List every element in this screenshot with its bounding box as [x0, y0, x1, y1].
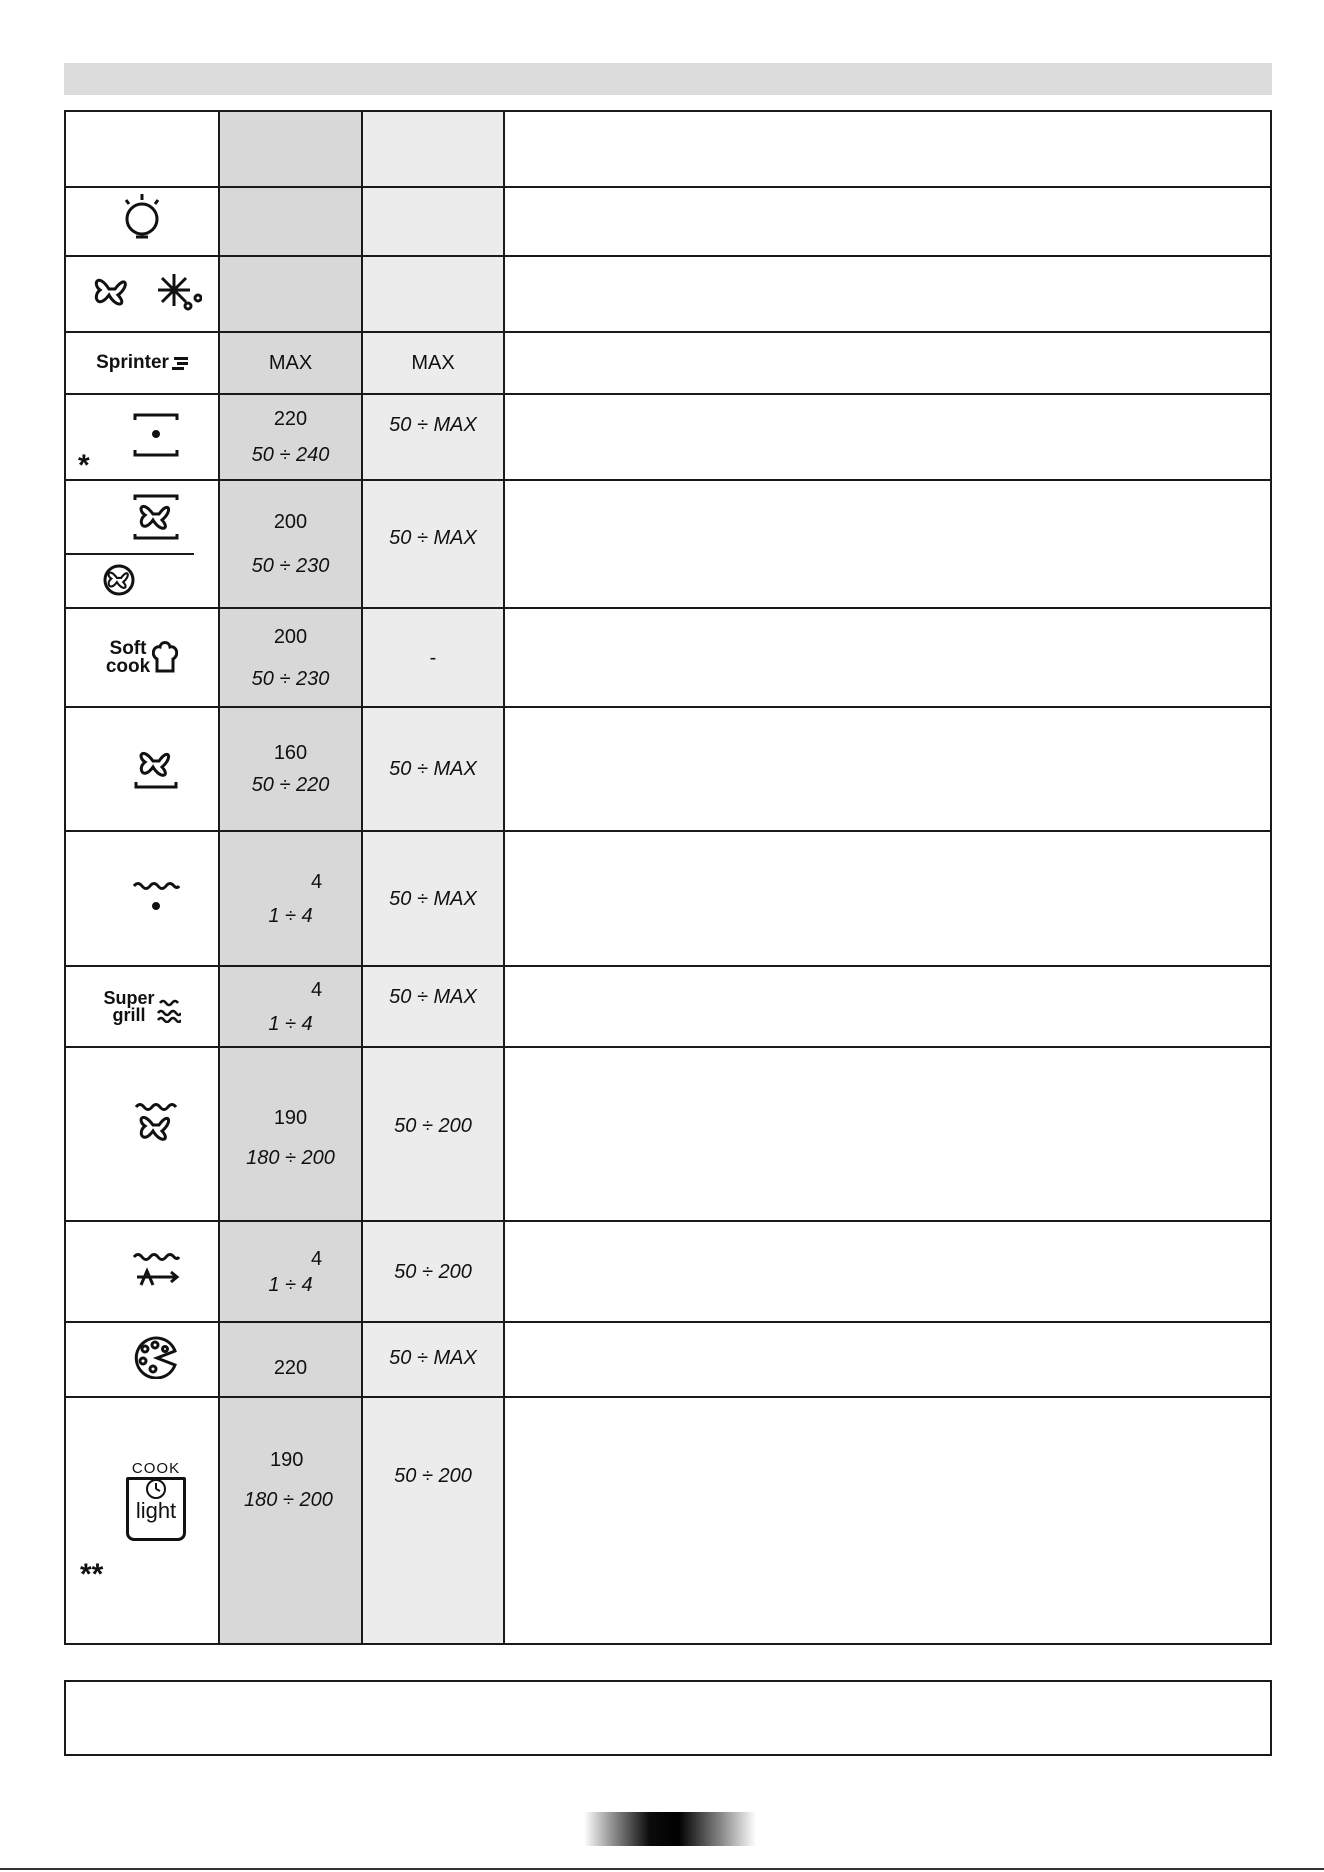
function-icon-cell	[65, 831, 219, 966]
cook-light-label-bottom: light	[135, 1498, 177, 1523]
table-row	[65, 1322, 1271, 1397]
fan-icon	[102, 563, 136, 597]
function-icon-cell	[65, 1397, 219, 1644]
second-setting-cell	[362, 256, 504, 332]
description-cell	[504, 394, 1271, 480]
description-cell	[504, 1322, 1271, 1397]
table-row	[65, 1221, 1271, 1322]
function-icon-cell	[65, 332, 219, 394]
second-setting-cell	[362, 187, 504, 256]
temperature-cell	[219, 1397, 362, 1644]
table-row	[65, 256, 1271, 332]
temperature-cell	[219, 256, 362, 332]
super-grill-label-top: Super	[103, 988, 155, 1009]
function-icon-cell	[65, 394, 219, 480]
temperature-cell	[219, 1047, 362, 1221]
second-setting-cell	[362, 831, 504, 966]
second-setting-cell	[362, 332, 504, 394]
table-row	[65, 332, 1271, 394]
temperature-range: 50 ÷ 240	[251, 444, 330, 466]
soft-cook-icon	[105, 638, 178, 677]
description-cell	[504, 111, 1271, 187]
second-setting-cell	[362, 1047, 504, 1221]
function-icon-cell	[65, 1322, 219, 1397]
second-setting-range: 50 ÷ MAX	[389, 1346, 477, 1369]
second-setting-cell	[362, 1322, 504, 1397]
temperature-range: 50 ÷ 220	[251, 774, 330, 796]
rotisserie-grill-icon	[131, 1249, 181, 1289]
function-icon-cell	[65, 707, 219, 831]
function-icon-cell	[65, 966, 219, 1047]
second-setting-range: 50 ÷ MAX	[389, 527, 477, 549]
temperature-value: 200	[273, 511, 308, 533]
temperature-range: 1 ÷ 4	[268, 1012, 313, 1035]
sprinter-label: Sprinter	[96, 352, 169, 373]
temperature-cell	[219, 394, 362, 480]
table-row	[65, 707, 1271, 831]
footnote-mark-double: **	[80, 1558, 104, 1591]
fan-defrost-icon	[82, 267, 202, 317]
table-row	[65, 1397, 1271, 1644]
temperature-value: 4	[310, 1247, 323, 1270]
header-band	[64, 63, 1272, 95]
grill-icon	[131, 876, 181, 916]
temperature-value: 200	[273, 625, 308, 648]
second-setting-cell	[362, 1221, 504, 1322]
description-cell	[504, 1397, 1271, 1644]
bottom-rule	[0, 1868, 1324, 1870]
function-icon-cell	[65, 111, 219, 187]
temperature-value: 190	[273, 1107, 308, 1129]
footnote-mark-single: *	[78, 449, 90, 482]
second-setting-range: 50 ÷ MAX	[389, 985, 477, 1008]
second-setting-cell	[362, 480, 504, 608]
super-grill-icon	[103, 988, 180, 1025]
second-setting-range: 50 ÷ 200	[394, 1465, 472, 1487]
soft-cook-label-top: Soft	[109, 638, 147, 660]
temperature-range: 1 ÷ 4	[268, 1273, 313, 1296]
second-setting-value: MAX	[411, 352, 455, 374]
temperature-cell	[219, 1221, 362, 1322]
temperature-value: MAX	[268, 352, 313, 374]
temperature-cell	[219, 187, 362, 256]
temperature-range: 50 ÷ 230	[251, 667, 330, 690]
second-setting-cell	[362, 707, 504, 831]
temperature-cell	[219, 831, 362, 966]
temperature-value: 4	[310, 870, 323, 893]
temperature-cell	[219, 1322, 362, 1397]
description-cell	[504, 608, 1271, 707]
second-setting-range: 50 ÷ MAX	[389, 758, 477, 780]
table-row	[65, 608, 1271, 707]
description-cell	[504, 1047, 1271, 1221]
temperature-cell	[219, 480, 362, 608]
super-grill-label-bottom: grill	[112, 1004, 146, 1025]
function-icon-cell	[65, 1221, 219, 1322]
temperature-cell	[219, 707, 362, 831]
second-setting-range: 50 ÷ MAX	[389, 887, 477, 910]
conventional-heating-icon	[131, 410, 181, 460]
table-row	[65, 831, 1271, 966]
table-row	[65, 480, 1271, 608]
temperature-value: 160	[273, 742, 308, 764]
function-icon-cell	[65, 1047, 219, 1221]
soft-cook-label-bottom: cook	[105, 655, 151, 677]
second-setting-range: 50 ÷ 200	[394, 1115, 472, 1137]
table-row	[65, 966, 1271, 1047]
second-setting-cell	[362, 608, 504, 707]
temperature-range: 180 ÷ 200	[244, 1489, 333, 1511]
pizza-icon	[131, 1335, 181, 1379]
temperature-range: 180 ÷ 200	[246, 1147, 335, 1169]
temperature-cell	[219, 608, 362, 707]
table-row	[65, 187, 1271, 256]
oven-lamp-icon	[119, 192, 165, 246]
second-setting-cell	[362, 111, 504, 187]
function-icon-cell	[65, 608, 219, 707]
second-setting-range: 50 ÷ 200	[394, 1260, 472, 1283]
description-cell	[504, 480, 1271, 608]
function-icon-cell	[65, 187, 219, 256]
table-row	[65, 111, 1271, 187]
temperature-range: 50 ÷ 230	[251, 555, 330, 577]
temperature-cell	[219, 332, 362, 394]
function-icon-cell	[65, 256, 219, 332]
temperature-value: 220	[273, 408, 308, 430]
temperature-value: 190	[270, 1449, 304, 1471]
fan-bottom-icon	[133, 744, 179, 790]
temperature-cell	[219, 111, 362, 187]
page-number-tab	[584, 1812, 756, 1846]
temperature-value: 220	[273, 1356, 308, 1379]
table-row	[65, 1047, 1271, 1221]
description-cell	[504, 332, 1271, 394]
temperature-range: 1 ÷ 4	[268, 904, 313, 927]
table-row	[65, 394, 1271, 480]
cook-light-icon	[126, 1460, 186, 1541]
function-icon-cell	[65, 480, 219, 608]
temperature-value: 4	[310, 978, 323, 1001]
oven-functions-table	[64, 110, 1272, 1645]
second-setting-cell	[362, 966, 504, 1047]
second-setting-cell	[362, 394, 504, 480]
sprinter-icon	[96, 352, 188, 374]
footnote-box	[64, 1680, 1272, 1756]
fan-with-top-bottom-icon	[131, 492, 181, 542]
cook-light-label-top: COOK	[131, 1460, 181, 1477]
description-cell	[504, 707, 1271, 831]
description-cell	[504, 966, 1271, 1047]
description-cell	[504, 1221, 1271, 1322]
second-setting-value: -	[429, 646, 437, 669]
description-cell	[504, 831, 1271, 966]
description-cell	[504, 256, 1271, 332]
fan-grill-icon	[133, 1100, 179, 1146]
description-cell	[504, 187, 1271, 256]
temperature-cell	[219, 966, 362, 1047]
second-setting-range: 50 ÷ MAX	[389, 414, 477, 436]
second-setting-cell	[362, 1397, 504, 1644]
